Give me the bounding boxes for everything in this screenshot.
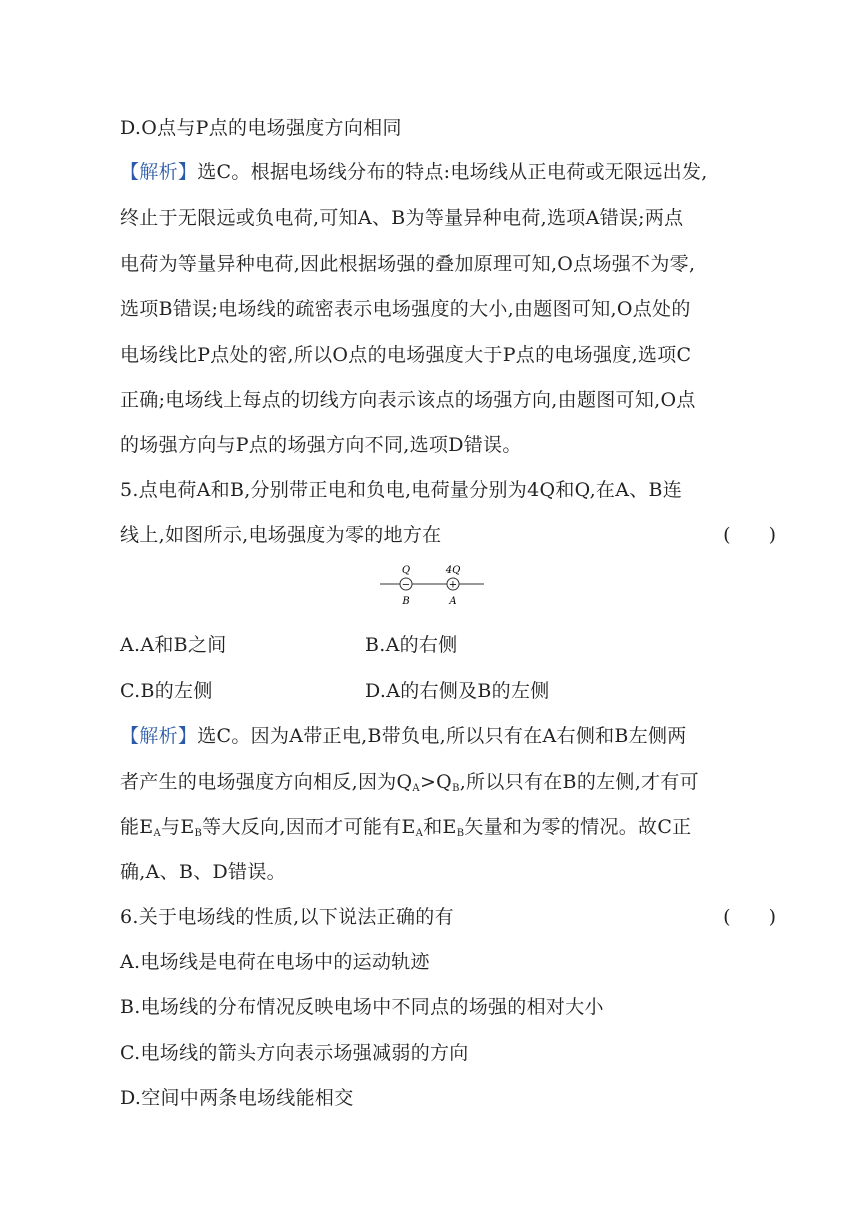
q5-analysis-text-3c: 等大反向,因而才可能有E (202, 816, 416, 838)
q6-option-d: D.空间中两条电场线能相交 (120, 1087, 354, 1109)
q5-answer-paren: ( ) (723, 524, 776, 546)
q5-analysis-text-2c: ,所以只有在B的左侧,才有可 (459, 771, 699, 793)
charge-a-quantity-label: 4Q (445, 565, 461, 576)
subscript-a: A (412, 783, 420, 794)
q4-analysis-line-5: 电场线比P点处的密,所以O点的电场强度大于P点的电场强度,选项C (120, 344, 692, 366)
q4-analysis-line-6: 正确;电场线上每点的切线方向表示该点的场强方向,由题图可知,O点 (120, 389, 696, 411)
q5-charge-diagram (372, 562, 492, 612)
q5-analysis-text-2b: >Q (419, 771, 453, 793)
q4-analysis-line-3: 电荷为等量异种电荷,因此根据场强的叠加原理可知,O点场强不为零, (120, 253, 696, 275)
subscript-b: B (194, 828, 203, 839)
charge-a-sign: + (448, 579, 458, 591)
q6-option-b: B.电场线的分布情况反映电场中不同点的场强的相对大小 (120, 996, 604, 1018)
q4-analysis-tag: 【解析】 (120, 161, 198, 183)
q5-option-d: D.A的右侧及B的左侧 (365, 680, 550, 702)
q5-analysis-text-3a: 能E (120, 816, 154, 838)
q5-stem-line-2 (120, 521, 776, 549)
point-a-label: A (449, 596, 457, 607)
q4-analysis-line-4: 选项B错误;电场线的疏密表示电场强度的大小,由题图可知,O点处的 (120, 298, 691, 320)
q4-option-d: D.O点与P点的电场强度方向相同 (120, 117, 402, 139)
q5-analysis-line-2 (120, 768, 776, 796)
q4-analysis-line-7: 的场强方向与P点的场强方向不同,选项D错误。 (120, 434, 522, 456)
q5-options-row-1 (120, 631, 776, 659)
q5-analysis-line-1 (120, 722, 776, 750)
q5-stem-text-2: 线上,如图所示,电场强度为零的地方在 (120, 524, 442, 546)
point-b-label: B (402, 596, 410, 607)
q6-stem-line (120, 903, 776, 931)
q5-analysis-text-2a: 者产生的电场强度方向相反,因为Q (120, 771, 413, 793)
q6-stem: 6.关于电场线的性质,以下说法正确的有 (120, 906, 454, 928)
subscript-a: A (415, 828, 424, 839)
q5-analysis-line-4: 确,A、B、D错误。 (120, 861, 286, 883)
q4-analysis-line-2: 终止于无限远或负电荷,可知A、B为等量异种电荷,选项A错误;两点 (120, 207, 684, 229)
charge-b-quantity-label: Q (401, 565, 411, 576)
q6-option-a: A.电场线是电荷在电场中的运动轨迹 (120, 951, 430, 973)
subscript-b: B (452, 783, 460, 794)
q5-analysis-tag: 【解析】 (120, 725, 198, 747)
subscript-b: B (456, 828, 465, 839)
q5-analysis-text-3b: 与E (161, 816, 195, 838)
q4-analysis-line-1 (120, 158, 776, 186)
q5-analysis-text-3d: 和E (423, 816, 457, 838)
q4-analysis-text-1: 选C。根据电场线分布的特点:电场线从正电荷或无限远出发, (197, 161, 708, 183)
q5-analysis-text-1: 选C。因为A带正电,B带负电,所以只有在A右侧和B左侧两 (197, 725, 687, 747)
q5-options-row-2 (120, 677, 776, 705)
charge-b-sign: − (401, 579, 411, 591)
q6-option-c: C.电场线的箭头方向表示场强减弱的方向 (120, 1042, 469, 1064)
q5-analysis-line-3 (120, 813, 776, 841)
q5-option-b: B.A的右侧 (365, 634, 458, 656)
q5-option-c: C.B的左侧 (120, 680, 213, 702)
q5-option-a: A.A和B之间 (120, 634, 227, 656)
q5-stem-line-1: 5.点电荷A和B,分别带正电和负电,电荷量分别为4Q和Q,在A、B连 (120, 479, 683, 501)
q6-answer-paren: ( ) (723, 906, 776, 928)
q5-analysis-text-3e: 矢量和为零的情况。故C正 (464, 816, 692, 838)
subscript-a: A (153, 828, 162, 839)
